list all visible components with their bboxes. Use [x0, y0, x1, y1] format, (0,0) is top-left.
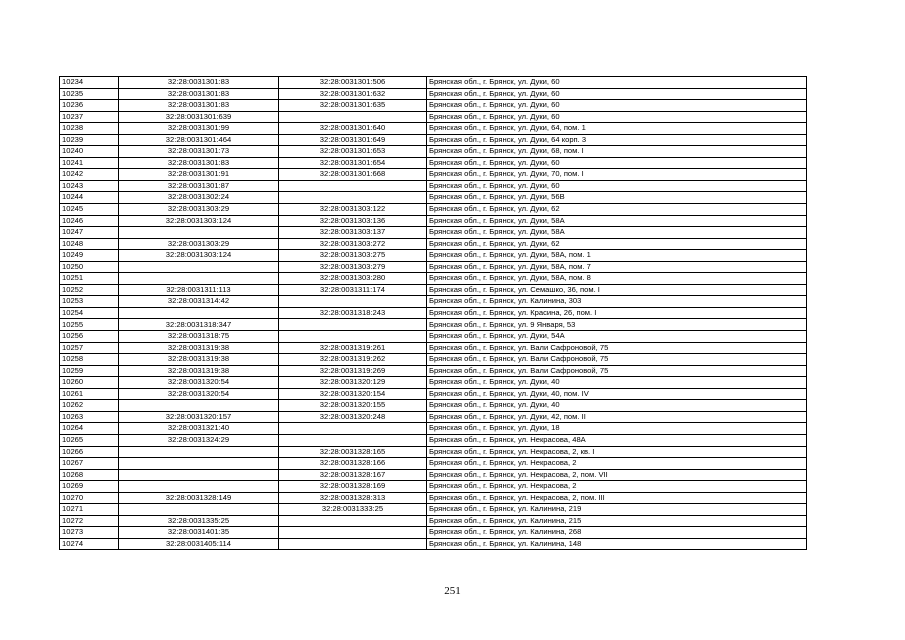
- table-row: [60, 458, 807, 470]
- row-number-cell: 10247: [60, 227, 119, 239]
- row-number-cell: 10258: [60, 354, 119, 366]
- address-cell: Брянская обл., г. Брянск, ул. Дуки, 58А, пом. 7: [427, 261, 807, 273]
- parent-cadastral-cell: 32:28:0031303:124: [119, 250, 279, 262]
- parent-cadastral-cell: [119, 400, 279, 412]
- cadastral-number-cell: [279, 296, 427, 308]
- page-number: 251: [444, 585, 461, 597]
- table-row: [60, 527, 807, 539]
- row-number-cell: 10246: [60, 215, 119, 227]
- address-cell: Брянская обл., г. Брянск, ул. Калинина, 219: [427, 504, 807, 516]
- row-number-cell: 10266: [60, 446, 119, 458]
- parent-cadastral-cell: 32:28:0031320:54: [119, 377, 279, 389]
- table-row: [60, 296, 807, 308]
- cadastral-number-cell: 32:28:0031328:169: [279, 481, 427, 493]
- row-number-cell: 10243: [60, 180, 119, 192]
- parent-cadastral-cell: 32:28:0031311:113: [119, 284, 279, 296]
- parent-cadastral-cell: 32:28:0031303:29: [119, 204, 279, 216]
- parent-cadastral-cell: 32:28:0031324:29: [119, 434, 279, 446]
- parent-cadastral-cell: 32:28:0031319:38: [119, 365, 279, 377]
- address-cell: Брянская обл., г. Брянск, ул. Некрасова, 2, пом. III: [427, 492, 807, 504]
- table-row: [60, 169, 807, 181]
- table-row: [60, 388, 807, 400]
- parent-cadastral-cell: [119, 273, 279, 285]
- cadastral-number-cell: 32:28:0031320:154: [279, 388, 427, 400]
- row-number-cell: 10244: [60, 192, 119, 204]
- table-row: [60, 411, 807, 423]
- cadastral-number-cell: 32:28:0031301:640: [279, 123, 427, 135]
- table-row: [60, 134, 807, 146]
- table-row: [60, 365, 807, 377]
- cadastral-number-cell: 32:28:0031303:136: [279, 215, 427, 227]
- table-row: [60, 319, 807, 331]
- table-row: [60, 88, 807, 100]
- cadastral-number-cell: 32:28:0031319:261: [279, 342, 427, 354]
- row-number-cell: 10248: [60, 238, 119, 250]
- table-row: [60, 157, 807, 169]
- address-cell: Брянская обл., г. Брянск, ул. Дуки, 56В: [427, 192, 807, 204]
- address-cell: Брянская обл., г. Брянск, ул. Вали Сафроновой, 75: [427, 342, 807, 354]
- table-row: [60, 273, 807, 285]
- cadastral-number-cell: 32:28:0031333:25: [279, 504, 427, 516]
- parent-cadastral-cell: [119, 469, 279, 481]
- row-number-cell: 10262: [60, 400, 119, 412]
- row-number-cell: 10260: [60, 377, 119, 389]
- parent-cadastral-cell: 32:28:0031301:91: [119, 169, 279, 181]
- address-cell: Брянская обл., г. Брянск, ул. Дуки, 58А, пом. 1: [427, 250, 807, 262]
- table-row: [60, 342, 807, 354]
- address-cell: Брянская обл., г. Брянск, ул. Дуки, 40: [427, 400, 807, 412]
- cadastral-number-cell: [279, 538, 427, 550]
- address-cell: Брянская обл., г. Брянск, ул. Дуки, 54А: [427, 331, 807, 343]
- address-cell: Брянская обл., г. Брянск, ул. Дуки, 60: [427, 180, 807, 192]
- address-cell: Брянская обл., г. Брянск, ул. Дуки, 62: [427, 204, 807, 216]
- row-number-cell: 10237: [60, 111, 119, 123]
- parent-cadastral-cell: 32:28:0031314:42: [119, 296, 279, 308]
- table-row: [60, 111, 807, 123]
- cadastral-number-cell: 32:28:0031301:649: [279, 134, 427, 146]
- table-row: [60, 123, 807, 135]
- cadastral-number-cell: 32:28:0031303:122: [279, 204, 427, 216]
- address-cell: Брянская обл., г. Брянск, ул. Некрасова, 2: [427, 458, 807, 470]
- address-cell: Брянская обл., г. Брянск, ул. Некрасова, 2: [427, 481, 807, 493]
- parent-cadastral-cell: 32:28:0031320:157: [119, 411, 279, 423]
- cadastral-number-cell: [279, 180, 427, 192]
- address-cell: Брянская обл., г. Брянск, ул. Дуки, 68, пом. I: [427, 146, 807, 158]
- address-cell: Брянская обл., г. Брянск, ул. Дуки, 70, пом. I: [427, 169, 807, 181]
- table-row: [60, 469, 807, 481]
- table-row: [60, 423, 807, 435]
- row-number-cell: 10251: [60, 273, 119, 285]
- parent-cadastral-cell: 32:28:0031328:149: [119, 492, 279, 504]
- table-row: [60, 307, 807, 319]
- cadastral-number-cell: 32:28:0031301:635: [279, 100, 427, 112]
- parent-cadastral-cell: 32:28:0031319:38: [119, 342, 279, 354]
- cadastral-number-cell: 32:28:0031328:167: [279, 469, 427, 481]
- parent-cadastral-cell: [119, 227, 279, 239]
- table-row: [60, 331, 807, 343]
- address-cell: Брянская обл., г. Брянск, ул. Дуки, 40: [427, 377, 807, 389]
- table-row: [60, 377, 807, 389]
- parent-cadastral-cell: 32:28:0031303:29: [119, 238, 279, 250]
- address-cell: Брянская обл., г. Брянск, ул. Дуки, 62: [427, 238, 807, 250]
- table-row: [60, 515, 807, 527]
- table-row: [60, 434, 807, 446]
- cadastral-number-cell: 32:28:0031320:248: [279, 411, 427, 423]
- cadastral-number-cell: 32:28:0031328:166: [279, 458, 427, 470]
- table-row: [60, 238, 807, 250]
- parent-cadastral-cell: [119, 261, 279, 273]
- row-number-cell: 10261: [60, 388, 119, 400]
- address-cell: Брянская обл., г. Брянск, ул. Дуки, 60: [427, 157, 807, 169]
- parent-cadastral-cell: 32:28:0031405:114: [119, 538, 279, 550]
- cadastral-number-cell: 32:28:0031303:280: [279, 273, 427, 285]
- parent-cadastral-cell: 32:28:0031301:464: [119, 134, 279, 146]
- address-cell: Брянская обл., г. Брянск, ул. Калинина, 148: [427, 538, 807, 550]
- row-number-cell: 10271: [60, 504, 119, 516]
- row-number-cell: 10274: [60, 538, 119, 550]
- cadastral-number-cell: [279, 192, 427, 204]
- cadastral-number-cell: 32:28:0031301:654: [279, 157, 427, 169]
- row-number-cell: 10252: [60, 284, 119, 296]
- row-number-cell: 10263: [60, 411, 119, 423]
- row-number-cell: 10270: [60, 492, 119, 504]
- address-cell: Брянская обл., г. Брянск, ул. Некрасова, 48А: [427, 434, 807, 446]
- row-number-cell: 10265: [60, 434, 119, 446]
- cadastral-number-cell: 32:28:0031303:279: [279, 261, 427, 273]
- cadastral-number-cell: [279, 423, 427, 435]
- parent-cadastral-cell: 32:28:0031301:639: [119, 111, 279, 123]
- parent-cadastral-cell: [119, 504, 279, 516]
- table-row: [60, 215, 807, 227]
- address-cell: Брянская обл., г. Брянск, ул. Дуки, 58А: [427, 215, 807, 227]
- table-row: [60, 77, 807, 89]
- address-cell: Брянская обл., г. Брянск, ул. Семашко, 36, пом. I: [427, 284, 807, 296]
- address-cell: Брянская обл., г. Брянск, ул. Дуки, 60: [427, 77, 807, 89]
- table-row: [60, 538, 807, 550]
- table-row: [60, 446, 807, 458]
- cadastral-number-cell: 32:28:0031301:668: [279, 169, 427, 181]
- row-number-cell: 10254: [60, 307, 119, 319]
- address-cell: Брянская обл., г. Брянск, ул. Некрасова, 2, кв. I: [427, 446, 807, 458]
- address-cell: Брянская обл., г. Брянск, ул. Некрасова, 2, пом. VII: [427, 469, 807, 481]
- cadastral-number-cell: 32:28:0031303:275: [279, 250, 427, 262]
- cadastral-number-cell: [279, 331, 427, 343]
- parent-cadastral-cell: 32:28:0031301:99: [119, 123, 279, 135]
- table-row: [60, 100, 807, 112]
- cadastral-number-cell: 32:28:0031318:243: [279, 307, 427, 319]
- parent-cadastral-cell: 32:28:0031301:87: [119, 180, 279, 192]
- row-number-cell: 10242: [60, 169, 119, 181]
- address-cell: Брянская обл., г. Брянск, ул. Дуки, 60: [427, 100, 807, 112]
- parent-cadastral-cell: 32:28:0031321:40: [119, 423, 279, 435]
- cadastral-number-cell: [279, 527, 427, 539]
- cadastral-number-cell: 32:28:0031301:632: [279, 88, 427, 100]
- cadastral-number-cell: 32:28:0031303:272: [279, 238, 427, 250]
- address-cell: Брянская обл., г. Брянск, ул. Дуки, 60: [427, 88, 807, 100]
- registry-table-body: [60, 77, 807, 550]
- address-cell: Брянская обл., г. Брянск, ул. Калинина, 303: [427, 296, 807, 308]
- parent-cadastral-cell: 32:28:0031301:83: [119, 100, 279, 112]
- table-row: [60, 481, 807, 493]
- row-number-cell: 10256: [60, 331, 119, 343]
- address-cell: Брянская обл., г. Брянск, ул. Дуки, 64 корп. 3: [427, 134, 807, 146]
- parent-cadastral-cell: [119, 458, 279, 470]
- row-number-cell: 10236: [60, 100, 119, 112]
- parent-cadastral-cell: 32:28:0031301:83: [119, 77, 279, 89]
- parent-cadastral-cell: 32:28:0031320:54: [119, 388, 279, 400]
- address-cell: Брянская обл., г. Брянск, ул. Вали Сафроновой, 75: [427, 365, 807, 377]
- address-cell: Брянская обл., г. Брянск, ул. Калинина, 215: [427, 515, 807, 527]
- row-number-cell: 10273: [60, 527, 119, 539]
- row-number-cell: 10259: [60, 365, 119, 377]
- row-number-cell: 10268: [60, 469, 119, 481]
- address-cell: Брянская обл., г. Брянск, ул. Дуки, 64, пом. 1: [427, 123, 807, 135]
- cadastral-number-cell: 32:28:0031301:506: [279, 77, 427, 89]
- parent-cadastral-cell: 32:28:0031335:25: [119, 515, 279, 527]
- cadastral-number-cell: 32:28:0031301:653: [279, 146, 427, 158]
- parent-cadastral-cell: 32:28:0031301:83: [119, 157, 279, 169]
- table-row: [60, 180, 807, 192]
- table-row: [60, 354, 807, 366]
- address-cell: Брянская обл., г. Брянск, ул. Вали Сафроновой, 75: [427, 354, 807, 366]
- cadastral-number-cell: 32:28:0031319:262: [279, 354, 427, 366]
- address-cell: Брянская обл., г. Брянск, ул. Дуки, 58А, пом. 8: [427, 273, 807, 285]
- table-row: [60, 400, 807, 412]
- row-number-cell: 10235: [60, 88, 119, 100]
- cadastral-number-cell: 32:28:0031328:313: [279, 492, 427, 504]
- address-cell: Брянская обл., г. Брянск, ул. Дуки, 18: [427, 423, 807, 435]
- row-number-cell: 10241: [60, 157, 119, 169]
- table-row: [60, 261, 807, 273]
- parent-cadastral-cell: 32:28:0031301:83: [119, 88, 279, 100]
- parent-cadastral-cell: [119, 307, 279, 319]
- address-cell: Брянская обл., г. Брянск, ул. 9 Января, 53: [427, 319, 807, 331]
- row-number-cell: 10245: [60, 204, 119, 216]
- parent-cadastral-cell: 32:28:0031301:73: [119, 146, 279, 158]
- cadastral-number-cell: 32:28:0031320:129: [279, 377, 427, 389]
- table-row: [60, 284, 807, 296]
- row-number-cell: 10264: [60, 423, 119, 435]
- cadastral-number-cell: [279, 434, 427, 446]
- row-number-cell: 10267: [60, 458, 119, 470]
- table-row: [60, 192, 807, 204]
- parent-cadastral-cell: 32:28:0031319:38: [119, 354, 279, 366]
- row-number-cell: 10255: [60, 319, 119, 331]
- cadastral-number-cell: 32:28:0031311:174: [279, 284, 427, 296]
- cadastral-number-cell: 32:28:0031320:155: [279, 400, 427, 412]
- parent-cadastral-cell: 32:28:0031401:35: [119, 527, 279, 539]
- row-number-cell: 10239: [60, 134, 119, 146]
- address-cell: Брянская обл., г. Брянск, ул. Калинина, 268: [427, 527, 807, 539]
- table-row: [60, 504, 807, 516]
- parent-cadastral-cell: [119, 446, 279, 458]
- row-number-cell: 10234: [60, 77, 119, 89]
- cadastral-number-cell: [279, 319, 427, 331]
- parent-cadastral-cell: 32:28:0031318:347: [119, 319, 279, 331]
- row-number-cell: 10249: [60, 250, 119, 262]
- row-number-cell: 10240: [60, 146, 119, 158]
- row-number-cell: 10269: [60, 481, 119, 493]
- table-row: [60, 204, 807, 216]
- cadastral-number-cell: 32:28:0031303:137: [279, 227, 427, 239]
- row-number-cell: 10250: [60, 261, 119, 273]
- row-number-cell: 10238: [60, 123, 119, 135]
- parent-cadastral-cell: [119, 481, 279, 493]
- table-row: [60, 250, 807, 262]
- table-row: [60, 146, 807, 158]
- parent-cadastral-cell: 32:28:0031302:24: [119, 192, 279, 204]
- table-row: [60, 227, 807, 239]
- cadastral-number-cell: 32:28:0031319:269: [279, 365, 427, 377]
- address-cell: Брянская обл., г. Брянск, ул. Дуки, 60: [427, 111, 807, 123]
- table-row: [60, 492, 807, 504]
- cadastral-number-cell: [279, 515, 427, 527]
- parent-cadastral-cell: 32:28:0031318:75: [119, 331, 279, 343]
- row-number-cell: 10253: [60, 296, 119, 308]
- address-cell: Брянская обл., г. Брянск, ул. Дуки, 40, пом. IV: [427, 388, 807, 400]
- address-cell: Брянская обл., г. Брянск, ул. Красина, 26, пом. I: [427, 307, 807, 319]
- address-cell: Брянская обл., г. Брянск, ул. Дуки, 58А: [427, 227, 807, 239]
- parent-cadastral-cell: 32:28:0031303:124: [119, 215, 279, 227]
- address-cell: Брянская обл., г. Брянск, ул. Дуки, 42, пом. II: [427, 411, 807, 423]
- row-number-cell: 10257: [60, 342, 119, 354]
- registry-table: [59, 76, 807, 550]
- cadastral-number-cell: 32:28:0031328:165: [279, 446, 427, 458]
- cadastral-number-cell: [279, 111, 427, 123]
- row-number-cell: 10272: [60, 515, 119, 527]
